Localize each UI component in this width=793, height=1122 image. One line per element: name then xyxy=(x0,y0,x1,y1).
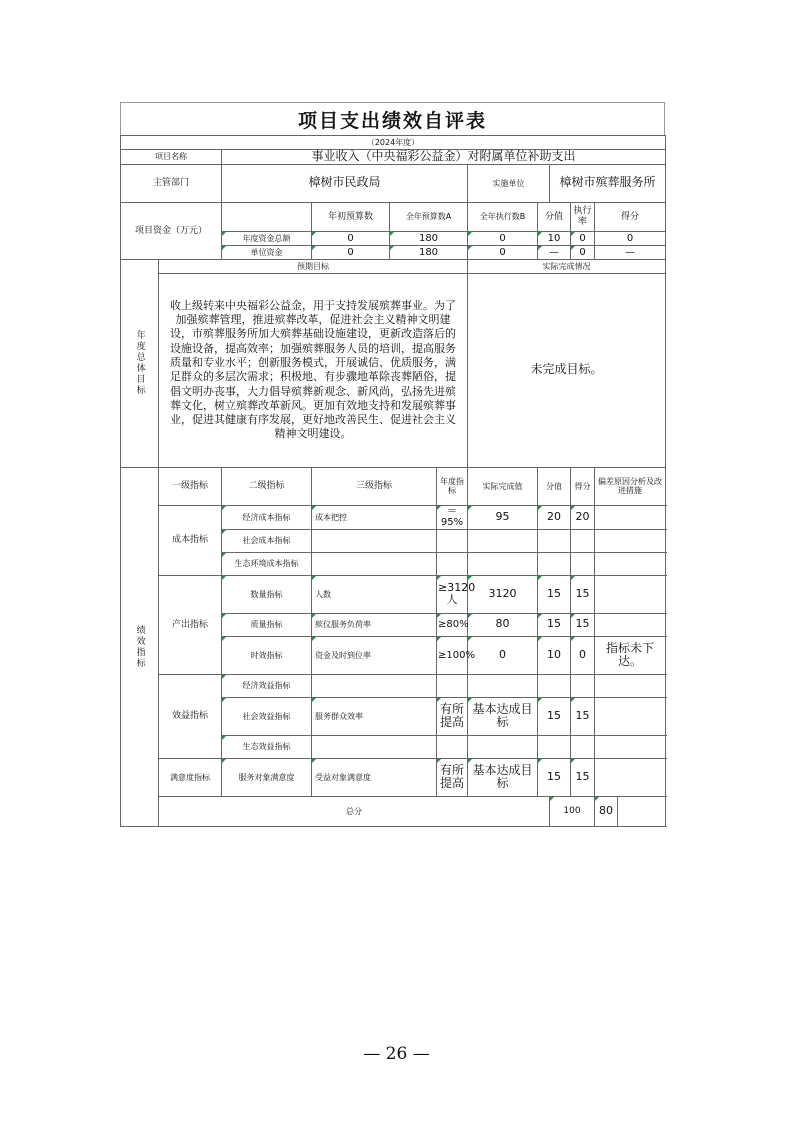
ind-row-target: 有所提高 xyxy=(437,758,468,796)
goals-expected-text: 收上级转来中央福彩公益金，用于支持发展殡葬事业。为了加强殡葬管理，推进殡葬改革，促进社会主义精神文明建设，市殡葬服务所加大殡葬基础设施建设，更新改造落后的设施设备，提高效率；加强殡葬服务人员的培训，提高服务质量和专业水平；创新服务模式，开展诚信、优质服务，满足群众的多层次需求；积极地、有步骤地革除丧葬陋俗，提倡文明办丧事，大力倡导殡葬新观念、新风尚，弘扬先进殡葬文化，树立殡葬改革新风。更加有效地支持和发展殡葬事业，促进其健康有序发展，更好地改善民生、促进社会主义精神文明建设。 xyxy=(159,273,468,467)
ind-row-score: 15 xyxy=(571,758,595,796)
dept-value: 樟树市民政局 xyxy=(222,164,468,202)
ind-row-l2: 经济效益指标 xyxy=(222,674,312,697)
funds-unit-executed: 0 xyxy=(468,245,538,259)
ind-row-l3: 资金及时到位率 xyxy=(312,636,437,674)
ind-header-l1: 一级指标 xyxy=(159,467,222,505)
ind-row-score-max: 10 xyxy=(538,636,571,674)
ind-row-note xyxy=(595,613,666,636)
goals-actual-text: 未完成目标。 xyxy=(468,273,666,467)
ind-row-score-max: 15 xyxy=(538,758,571,796)
ind-row-note xyxy=(595,575,666,613)
ind-l1-output: 产出指标 xyxy=(159,575,222,674)
goals-label: 年度总体目标 xyxy=(134,330,145,397)
total-label: 总分 xyxy=(159,796,550,826)
ind-row-target: ≥3120人 xyxy=(437,575,468,613)
total-max: 100 xyxy=(550,796,595,826)
ind-row-note: 指标未下达。 xyxy=(595,636,666,674)
ind-row-l2: 生态环境成本指标 xyxy=(222,552,312,575)
funds-row-unit-label: 单位资金 xyxy=(222,245,312,259)
ind-row-l3: 服务群众效率 xyxy=(312,697,437,735)
funds-unit-score: — xyxy=(538,245,571,259)
year-note: （2024年度） xyxy=(121,136,666,150)
impl-value: 樟树市殡葬服务所 xyxy=(550,164,666,202)
funds-header-executed: 全年执行数B xyxy=(468,202,538,231)
ind-row-l2: 社会效益指标 xyxy=(222,697,312,735)
ind-header-actual: 实际完成值 xyxy=(468,467,538,505)
ind-header-target: 年度指标 xyxy=(437,467,468,505)
funds-total-rate: 0 xyxy=(571,231,595,245)
funds-total-initial: 0 xyxy=(312,231,390,245)
funds-unit-got: — xyxy=(595,245,666,259)
performance-evaluation-sheet xyxy=(120,102,665,827)
ind-row-actual: 80 xyxy=(468,613,538,636)
ind-header-l3: 三级指标 xyxy=(312,467,437,505)
goals-label-cell xyxy=(121,259,159,467)
ind-row-actual: 0 xyxy=(468,636,538,674)
ind-row-l2: 服务对象满意度 xyxy=(222,758,312,796)
funds-header-got: 得分 xyxy=(595,202,666,231)
ind-row-score-max: 15 xyxy=(538,697,571,735)
ind-l1-benefit: 效益指标 xyxy=(159,674,222,758)
ind-row-note xyxy=(595,758,666,796)
ind-row-score: 15 xyxy=(571,575,595,613)
ind-row-actual: 95 xyxy=(468,505,538,529)
ind-row-target: ≥80% xyxy=(437,613,468,636)
ind-row-score-max: 15 xyxy=(538,613,571,636)
project-name: 事业收入（中央福彩公益金）对附属单位补助支出 xyxy=(222,150,666,165)
ind-row-score: 15 xyxy=(571,697,595,735)
ind-row-l3: 殡仪服务负荷率 xyxy=(312,613,437,636)
funds-unit-annual: 180 xyxy=(390,245,468,259)
ind-row-target: ≥100% xyxy=(437,636,468,674)
ind-row-l3: 成本把控 xyxy=(312,505,437,529)
evaluation-table xyxy=(120,135,666,827)
indicators-label-cell xyxy=(121,467,159,826)
goals-expected-header: 预期目标 xyxy=(159,259,468,273)
ind-row-target: ＝95% xyxy=(437,505,468,529)
indicators-label: 绩效指标 xyxy=(134,624,145,669)
ind-header-score: 得分 xyxy=(571,467,595,505)
ind-row-l2: 数量指标 xyxy=(222,575,312,613)
ind-row-l3: 人数 xyxy=(312,575,437,613)
funds-total-score: 10 xyxy=(538,231,571,245)
ind-row-l3: 受益对象满意度 xyxy=(312,758,437,796)
ind-row-actual: 基本达成目标 xyxy=(468,758,538,796)
ind-row-note xyxy=(595,697,666,735)
page-number: — 26 — xyxy=(363,1044,430,1064)
ind-row-l2: 时效指标 xyxy=(222,636,312,674)
funds-header-annual: 全年预算数A xyxy=(390,202,468,231)
impl-label: 实施单位 xyxy=(468,164,550,202)
funds-total-annual: 180 xyxy=(390,231,468,245)
ind-header-l2: 二级指标 xyxy=(222,467,312,505)
ind-row-score: 15 xyxy=(571,613,595,636)
dept-label: 主管部门 xyxy=(121,164,222,202)
ind-row-score-max: 15 xyxy=(538,575,571,613)
funds-total-executed: 0 xyxy=(468,231,538,245)
ind-l1-satisfaction: 满意度指标 xyxy=(159,758,222,796)
funds-total-got: 0 xyxy=(595,231,666,245)
ind-header-score-max: 分值 xyxy=(538,467,571,505)
funds-label: 项目资金（万元） xyxy=(121,202,222,259)
sheet-title: 项目支出绩效自评表 xyxy=(120,102,665,135)
ind-header-note: 偏差原因分析及改进措施 xyxy=(595,467,666,505)
ind-row-actual: 3120 xyxy=(468,575,538,613)
ind-row-score: 20 xyxy=(571,505,595,529)
ind-row-l2: 生态效益指标 xyxy=(222,735,312,758)
ind-row-actual: 基本达成目标 xyxy=(468,697,538,735)
project-name-label: 项目名称 xyxy=(121,150,222,165)
ind-row-score-max: 20 xyxy=(538,505,571,529)
ind-l1-cost: 成本指标 xyxy=(159,505,222,575)
ind-row-note xyxy=(595,505,666,529)
ind-row-score: 0 xyxy=(571,636,595,674)
ind-row-l2: 经济成本指标 xyxy=(222,505,312,529)
funds-header-rate: 执行率 xyxy=(571,202,595,231)
funds-header-score: 分值 xyxy=(538,202,571,231)
ind-row-target: 有所提高 xyxy=(437,697,468,735)
funds-row-total-label: 年度资金总额 xyxy=(222,231,312,245)
funds-unit-rate: 0 xyxy=(571,245,595,259)
goals-actual-header: 实际完成情况 xyxy=(468,259,666,273)
ind-row-l2: 质量指标 xyxy=(222,613,312,636)
funds-unit-initial: 0 xyxy=(312,245,390,259)
funds-header-initial: 年初预算数 xyxy=(312,202,390,231)
total-score: 80 xyxy=(595,796,618,826)
ind-row-l2: 社会成本指标 xyxy=(222,529,312,552)
